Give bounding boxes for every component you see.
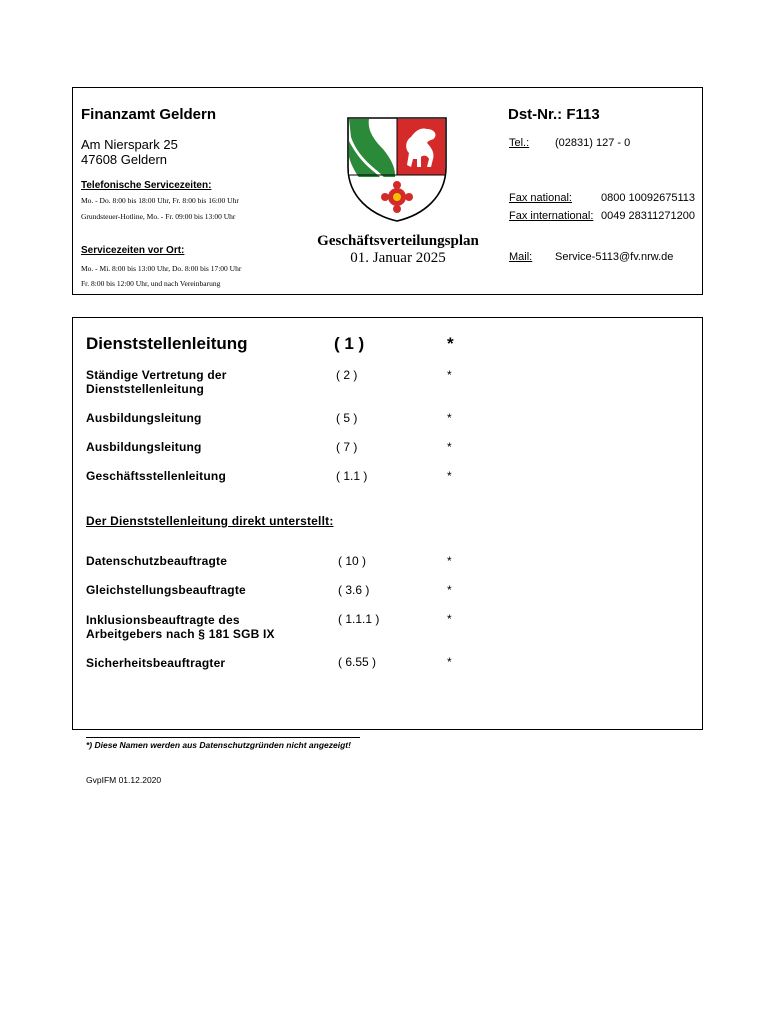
phone-service-line-1: Mo. - Do. 8:00 bis 18:00 Uhr, Fr. 8:00 bis 16:00 Uhr [81,196,239,205]
onsite-service-line-1: Mo. - Mi. 8:00 bis 13:00 Uhr, Do. 8:00 bis 17:00 Uhr [81,264,242,273]
row-star-ausbildungsleitung-b: * [447,440,452,454]
nrw-coat-of-arms-icon [345,115,449,223]
row-star-staendige-vertretung: * [447,368,452,382]
phone-value: (02831) 127 - 0 [555,137,631,149]
row-code-ausbildungsleitung-b: ( 7 ) [336,440,358,454]
row-code-dienststellenleitung: ( 1 ) [334,334,365,353]
mail-value: Service-5113@fv.nrw.de [555,251,674,263]
row-label-dienststellenleitung: Dienststellenleitung [86,334,248,353]
row-label-staendige-vertretung-2: Dienststellenleitung [86,382,205,396]
plan-date: 01. Januar 2025 [350,250,446,266]
address-line-2: 47608 Geldern [81,152,168,167]
fax-national-value: 0800 10092675113 [601,192,696,204]
row-star-sicherheit: * [447,655,452,669]
address-line-1: Am Nierspark 25 [81,137,178,152]
row-label-staendige-vertretung-1: Ständige Vertretung der [86,368,227,382]
row-code-staendige-vertretung: ( 2 ) [336,368,358,382]
row-label-sicherheit: Sicherheitsbeauftragter [86,656,226,670]
row-code-geschaeftsstellenleitung: ( 1.1 ) [336,469,368,483]
row-label-ausbildungsleitung-a: Ausbildungsleitung [86,411,202,425]
fax-international-value: 0049 28311271200 [601,210,696,222]
row-label-gleichstellung: Gleichstellungsbeauftragte [86,583,246,597]
onsite-service-title: Servicezeiten vor Ort: [81,245,185,256]
row-label-inklusion-1: Inklusionsbeauftragte des [86,613,240,627]
plan-title: Geschäftsverteilungsplan [317,233,479,249]
fax-international-label: Fax international: [509,210,594,222]
row-code-inklusion: ( 1.1.1 ) [338,612,380,626]
row-label-inklusion-2: Arbeitgebers nach § 181 SGB IX [86,627,275,641]
office-name: Finanzamt Geldern [81,106,217,123]
fax-national-label: Fax national: [509,192,572,204]
row-code-datenschutz: ( 10 ) [338,554,367,568]
row-star-gleichstellung: * [447,583,452,597]
form-id: GvpIFM 01.12.2020 [86,775,162,785]
footnote: *) Diese Namen werden aus Datenschutzgründen nicht angezeigt! [86,740,351,750]
row-star-inklusion: * [447,612,452,626]
row-code-gleichstellung: ( 3.6 ) [338,583,370,597]
row-star-geschaeftsstellenleitung: * [447,469,452,483]
dst-number: Dst-Nr.: F113 [508,106,600,123]
onsite-service-line-2: Fr. 8:00 bis 12:00 Uhr, und nach Vereinbarung [81,279,221,288]
section-title-direkt-unterstellt: Der Dienststellenleitung direkt unterstellt: [86,514,334,528]
row-star-dienststellenleitung: * [447,334,454,353]
phone-service-title: Telefonische Servicezeiten: [81,180,212,191]
row-code-ausbildungsleitung-a: ( 5 ) [336,411,358,425]
row-label-geschaeftsstellenleitung: Geschäftsstellenleitung [86,469,226,483]
row-star-datenschutz: * [447,554,452,568]
footnote-divider [86,737,360,738]
phone-label: Tel.: [509,137,530,149]
row-label-datenschutz: Datenschutzbeauftragte [86,554,228,568]
mail-label: Mail: [509,251,533,263]
row-label-ausbildungsleitung-b: Ausbildungsleitung [86,440,202,454]
phone-service-line-2: Grundsteuer-Hotline, Mo. - Fr. 09:00 bis 13:00 Uhr [81,212,236,221]
row-code-sicherheit: ( 6.55 ) [338,655,377,669]
row-star-ausbildungsleitung-a: * [447,411,452,425]
